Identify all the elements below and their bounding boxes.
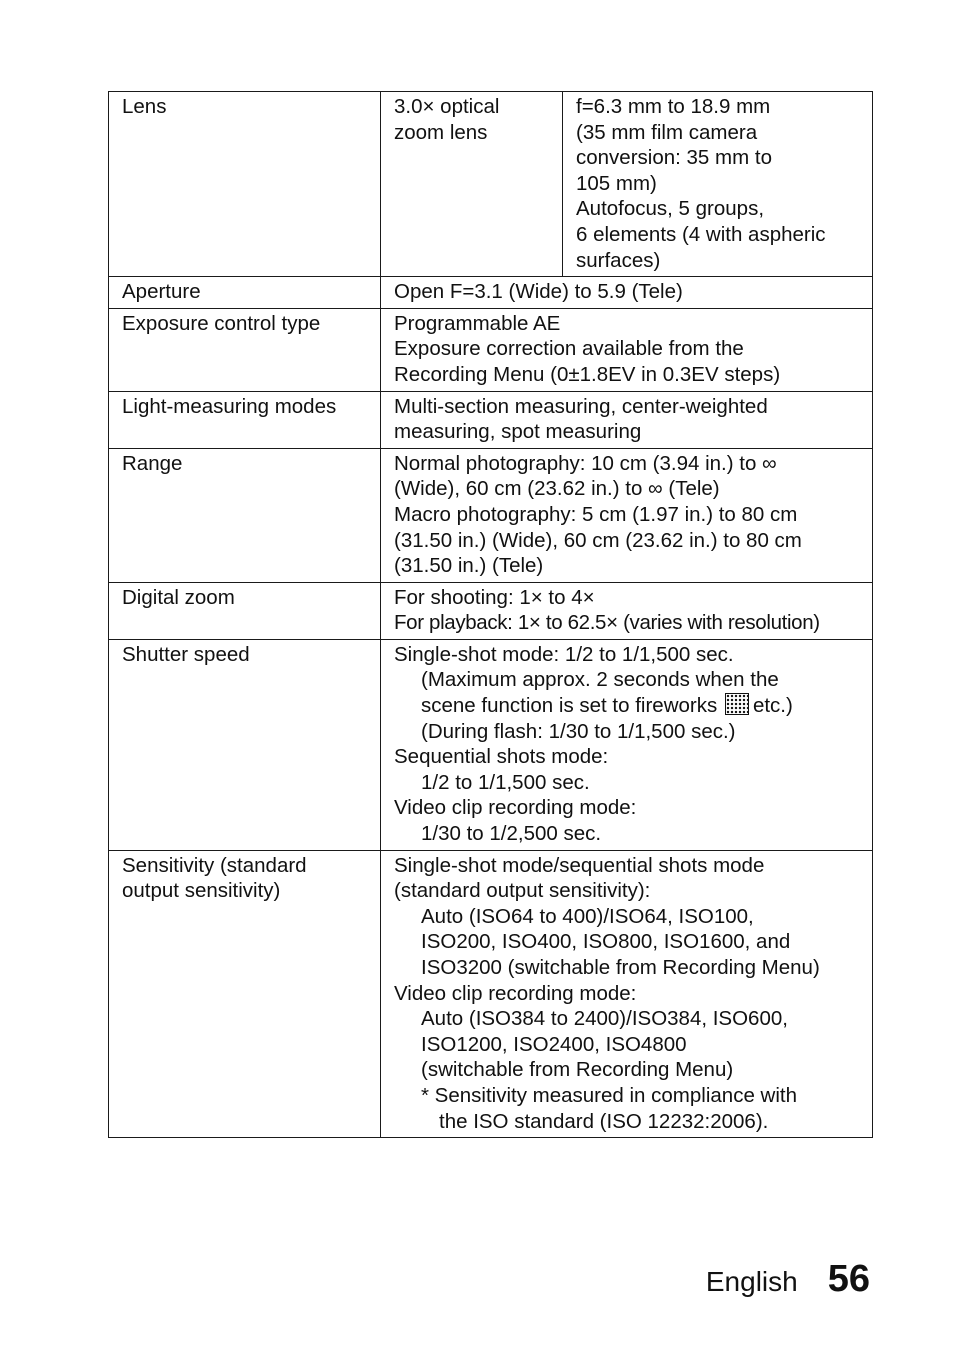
digital-zoom-line: For shooting: 1× to 4× (394, 585, 595, 609)
exposure-line: Recording Menu (0±1.8EV in 0.3EV steps) (394, 362, 781, 386)
light-measuring-line: Multi-section measuring, center-weighted (394, 394, 768, 418)
table-row-shutter-speed (109, 639, 873, 850)
lens-type-line: zoom lens (394, 120, 488, 144)
shutter-speed-value (381, 639, 873, 850)
sensitivity-label-line: Sensitivity (standard (122, 853, 307, 877)
sensitivity-line: ISO1200, ISO2400, ISO4800 (421, 1032, 687, 1056)
lens-detail-line: surfaces) (576, 248, 661, 272)
table-row-exposure (109, 308, 873, 391)
page-number: 56 (827, 1258, 870, 1300)
lens-detail-cell (563, 92, 873, 277)
sensitivity-line: ISO3200 (switchable from Recording Menu) (421, 956, 820, 979)
range-line: Normal photography: 10 cm (3.94 in.) to ∞ (394, 451, 777, 475)
shutter-line: Single-shot mode: 1/2 to 1/1,500 sec. (394, 642, 734, 666)
shutter-line: (Maximum approx. 2 seconds when the (421, 668, 779, 692)
row-label-sensitivity (109, 850, 381, 1138)
row-label-lens: Lens (109, 92, 381, 277)
light-measuring-line: measuring, spot measuring (394, 420, 642, 444)
lens-detail-line: f=6.3 mm to 18.9 mm (576, 95, 771, 118)
digital-zoom-value (381, 582, 873, 639)
shutter-fireworks-text: scene function is set to fireworks (421, 694, 718, 718)
table-row-aperture (109, 277, 873, 309)
shutter-line: 1/30 to 1/2,500 sec. (421, 822, 602, 846)
range-line: Macro photography: 5 cm (1.97 in.) to 80 cm (394, 502, 798, 526)
shutter-line: 1/2 to 1/1,500 sec. (421, 770, 590, 794)
row-label-range: Range (109, 448, 381, 582)
specifications-table (108, 91, 873, 1138)
light-measuring-value (381, 391, 873, 448)
lens-type-cell (381, 92, 563, 277)
sensitivity-label-line: output sensitivity) (122, 879, 281, 903)
footnote-line: the ISO standard (ISO 12232:2006). (439, 1109, 769, 1133)
sensitivity-footnote (394, 1083, 864, 1134)
table-row-digital-zoom (109, 582, 873, 639)
row-label-shutter-speed: Shutter speed (109, 639, 381, 850)
sensitivity-line: Video clip recording mode: (394, 981, 637, 1005)
table-row-range (109, 448, 873, 582)
sensitivity-line: ISO200, ISO400, ISO800, ISO1600, and (421, 930, 791, 954)
digital-zoom-line: For playback: 1× to 62.5× (varies with resolution) (394, 611, 820, 635)
shutter-line: (During flash: 1/30 to 1/1,500 sec.) (421, 719, 736, 743)
shutter-line: Video clip recording mode: (394, 796, 637, 820)
sensitivity-line: (standard output sensitivity): (394, 879, 651, 903)
range-line: (31.50 in.) (Tele) (394, 554, 544, 578)
lens-detail-line: Autofocus, 5 groups, (576, 197, 765, 221)
footer-language: English (705, 1266, 798, 1297)
fireworks-scene-icon (725, 693, 749, 715)
range-line: (31.50 in.) (Wide), 60 cm (23.62 in.) to 80 cm (394, 528, 802, 552)
lens-detail-line: 105 mm) (576, 171, 657, 195)
shutter-line: Sequential shots mode: (394, 745, 609, 769)
exposure-value (381, 308, 873, 391)
exposure-line: Exposure correction available from the (394, 337, 744, 361)
exposure-line: Programmable AE (394, 311, 561, 335)
range-line: (Wide), 60 cm (23.62 in.) to ∞ (Tele) (394, 477, 720, 501)
footnote-line: * Sensitivity measured in compliance with (421, 1083, 797, 1107)
lens-type-line: 3.0× optical (394, 95, 500, 118)
shutter-fireworks-etc: etc.) (752, 694, 793, 718)
lens-detail-line: 6 elements (4 with aspheric (576, 222, 826, 246)
aperture-value: Open F=3.1 (Wide) to 5.9 (Tele) (381, 277, 873, 309)
lens-detail-line: (35 mm film camera (576, 120, 758, 144)
sensitivity-line: Auto (ISO64 to 400)/ISO64, ISO100, (421, 904, 754, 928)
row-label-light-measuring: Light-measuring modes (109, 391, 381, 448)
sensitivity-line: Single-shot mode/sequential shots mode (394, 853, 765, 877)
sensitivity-line: Auto (ISO384 to 2400)/ISO384, ISO600, (421, 1007, 788, 1031)
row-label-digital-zoom: Digital zoom (109, 582, 381, 639)
shutter-line-fireworks (394, 693, 864, 719)
range-value (381, 448, 873, 582)
table-row-lens (109, 92, 873, 277)
lens-detail-line: conversion: 35 mm to (576, 146, 772, 170)
sensitivity-value (381, 850, 873, 1138)
table-row-light-measuring (109, 391, 873, 448)
table-row-sensitivity (109, 850, 873, 1138)
page-footer (706, 1258, 870, 1301)
row-label-aperture: Aperture (109, 277, 381, 309)
row-label-exposure: Exposure control type (109, 308, 381, 391)
sensitivity-line: (switchable from Recording Menu) (421, 1058, 734, 1082)
